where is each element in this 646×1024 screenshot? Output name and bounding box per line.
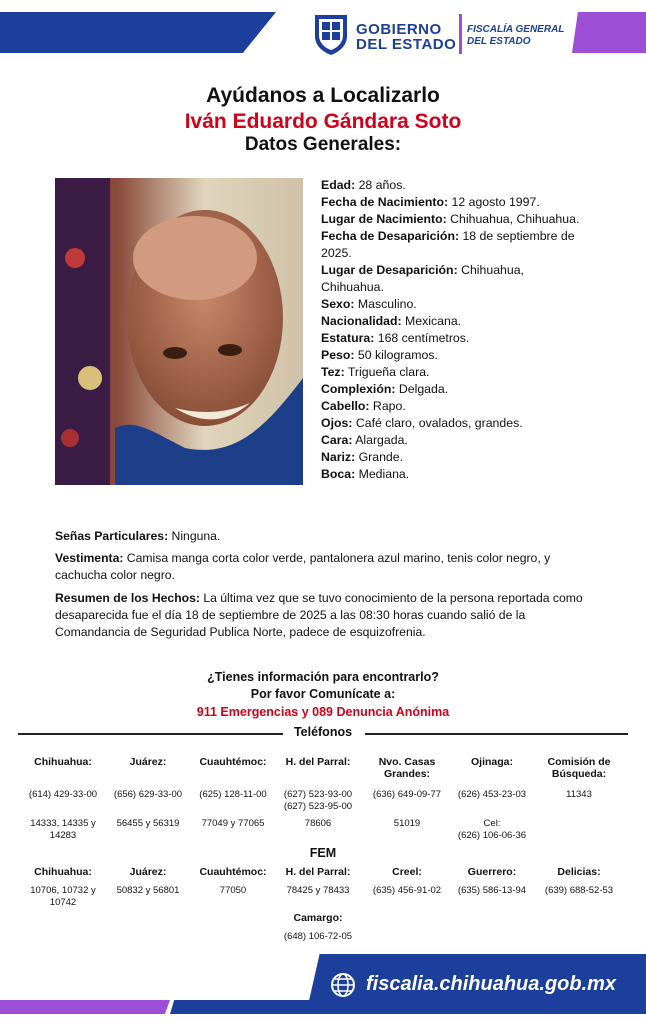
footer-blue-strip <box>170 1000 310 1014</box>
telefono-extension: 51019 <box>393 818 421 829</box>
detail-value: Masculino. <box>354 297 417 311</box>
detail-label: Boca: <box>321 467 356 481</box>
detail-label: Cara: <box>321 433 353 447</box>
fem-phone: (635) 586-13-94 <box>457 885 527 896</box>
detail-label: Estatura: <box>321 331 375 345</box>
detail-row <box>321 415 586 432</box>
fiscalia-line2: DEL ESTADO <box>467 36 531 47</box>
senas-value: Ninguna. <box>168 529 221 543</box>
detail-label: Fecha de Nacimiento: <box>321 195 449 209</box>
telefono-phone: 11343 <box>566 789 592 800</box>
telefono-office-label: Nvo. Casas Grandes: <box>378 756 436 780</box>
detail-value: 28 años. <box>355 178 406 192</box>
state-shield-icon <box>312 12 350 56</box>
senas-particulares <box>55 528 601 545</box>
section-subtitle: Datos Generales: <box>244 134 402 155</box>
page-title: Ayúdanos a Localizarlo <box>206 84 440 107</box>
cta-line2: Por favor Comunícate a: <box>250 687 396 701</box>
person-photo <box>55 178 303 485</box>
fem-phone: (635) 456-91-02 <box>372 885 442 896</box>
gobierno-logo-text <box>356 22 456 52</box>
header-blue-band <box>0 12 276 53</box>
detail-row <box>321 398 586 415</box>
fem-phone: 10706, 10732 y 10742 <box>30 885 96 908</box>
detail-value: Trigueña clara. <box>344 365 430 379</box>
telefono-office-label: Comisión de Búsqueda: <box>547 756 611 780</box>
fem-phone: (639) 688-52-53 <box>544 885 614 896</box>
fem-office-label: Delicias: <box>557 866 601 878</box>
detail-row <box>321 449 586 466</box>
detail-label: Lugar de Desaparición: <box>321 263 458 277</box>
detail-label: Peso: <box>321 348 355 362</box>
detail-value: Café claro, ovalados, grandes. <box>352 416 523 430</box>
globe-icon <box>330 972 356 998</box>
vestimenta <box>55 550 601 584</box>
detail-row <box>321 347 586 364</box>
fem-phone: 50832 y 56801 <box>116 885 180 896</box>
website-link[interactable]: fiscalia.chihuahua.gob.mx <box>366 973 617 995</box>
fem-office-label: Juárez: <box>129 866 167 878</box>
telefono-extension: 78606 <box>304 818 332 829</box>
detail-value: 18 de septiembre de 2025. <box>321 229 575 260</box>
footer-purple-band <box>0 1000 170 1014</box>
vestimenta-label: Vestimenta: <box>55 551 124 565</box>
telefono-phone: (614) 429-33-00 <box>28 789 98 800</box>
telefono-office-label: H. del Parral: <box>285 756 351 768</box>
resumen-value: La última vez que se tuvo conocimiento de la persona reportada como desaparecida fue el día 18 de septiembre de 2025 a las 08:30 horas cuando salió de la Comandancia de Seguridad Publica Norte, padece de esquizofrenia. <box>55 591 583 639</box>
detail-row <box>321 364 586 381</box>
detail-value: Grande. <box>355 450 404 464</box>
person-details <box>321 177 586 483</box>
senas-label: Señas Particulares: <box>55 529 169 543</box>
telefono-phone: (625) 128-11-00 <box>199 789 267 800</box>
detail-row <box>321 262 586 296</box>
telefono-office-label: Chihuahua: <box>34 756 92 768</box>
resumen-hechos <box>55 590 601 641</box>
detail-row <box>321 330 586 347</box>
camargo-phone: (648) 106-72-05 <box>283 931 353 942</box>
resumen-label: Resumen de los Hechos: <box>55 591 200 605</box>
telefono-office-label: Cuauhtémoc: <box>199 756 267 768</box>
telefono-extension: 77049 y 77065 <box>201 818 265 829</box>
detail-label: Tez: <box>321 365 345 379</box>
vestimenta-value: Camisa manga corta color verde, pantalonera azul marino, tenis color negro, y cachucha color negro. <box>55 551 551 582</box>
fiscalia-logo-text <box>467 24 564 48</box>
telefono-phone: (656) 629-33-00 <box>113 789 183 800</box>
fem-office-label: Chihuahua: <box>34 866 92 878</box>
detail-label: Fecha de Desaparición: <box>321 229 460 243</box>
fem-office-label: H. del Parral: <box>285 866 351 878</box>
telefono-extension: 56455 y 56319 <box>116 818 180 829</box>
detail-row <box>321 381 586 398</box>
fem-phone: 77050 <box>219 885 247 896</box>
cta-emergency: 911 Emergencias y 089 Denuncia Anónima <box>196 705 450 719</box>
detail-row <box>321 211 586 228</box>
fem-office-label: Cuauhtémoc: <box>199 866 267 878</box>
detail-row <box>321 313 586 330</box>
detail-value: Rapo. <box>369 399 406 413</box>
person-name: Iván Eduardo Gándara Soto <box>184 110 462 133</box>
detail-value: Mediana. <box>355 467 410 481</box>
detail-row <box>321 432 586 449</box>
detail-value: 12 agosto 1997. <box>448 195 540 209</box>
detail-row <box>321 296 586 313</box>
detail-value: Chihuahua, Chihuahua. <box>321 263 524 294</box>
telefono-office-label: Juárez: <box>129 756 167 768</box>
telefono-extension: Cel: (626) 106-06-36 <box>457 818 527 841</box>
detail-label: Ojos: <box>321 416 353 430</box>
detail-value: Mexicana. <box>401 314 462 328</box>
camargo-label: Camargo: <box>293 912 343 924</box>
telefono-phone: (627) 523-93-00 (627) 523-95-00 <box>283 789 353 812</box>
detail-label: Nariz: <box>321 450 356 464</box>
header-purple-band <box>572 12 646 53</box>
detail-label: Edad: <box>321 178 356 192</box>
detail-label: Sexo: <box>321 297 355 311</box>
detail-label: Complexión: <box>321 382 396 396</box>
telefono-extension: 14333, 14335 y 14283 <box>30 818 96 841</box>
detail-value: Chihuahua, Chihuahua. <box>446 212 580 226</box>
detail-row <box>321 177 586 194</box>
gov-line1: GOBIERNO <box>356 21 442 38</box>
detail-value: Alargada. <box>352 433 408 447</box>
detail-value: 168 centímetros. <box>374 331 470 345</box>
detail-row <box>321 228 586 262</box>
detail-row <box>321 466 586 483</box>
telefonos-title: Teléfonos <box>293 725 353 739</box>
detail-value: 50 kilogramos. <box>354 348 438 362</box>
fem-office-label: Creel: <box>392 866 422 878</box>
logo-divider <box>459 14 462 54</box>
detail-row <box>321 194 586 211</box>
telefono-office-label: Ojinaga: <box>470 756 513 768</box>
cta-line1: ¿Tienes información para encontrarlo? <box>207 670 439 684</box>
detail-label: Cabello: <box>321 399 370 413</box>
fem-office-label: Guerrero: <box>467 866 517 878</box>
telefono-phone: (636) 649-09-77 <box>372 789 442 800</box>
fiscalia-line1: FISCALÍA GENERAL <box>467 24 565 35</box>
gov-line2: DEL ESTADO <box>356 36 457 53</box>
detail-label: Lugar de Nacimiento: <box>321 212 447 226</box>
detail-label: Nacionalidad: <box>321 314 402 328</box>
detail-value: Delgada. <box>395 382 449 396</box>
fem-title: FEM <box>309 846 337 860</box>
telefono-phone: (626) 453-23-03 <box>457 789 527 800</box>
fem-phone: 78425 y 78433 <box>286 885 350 896</box>
